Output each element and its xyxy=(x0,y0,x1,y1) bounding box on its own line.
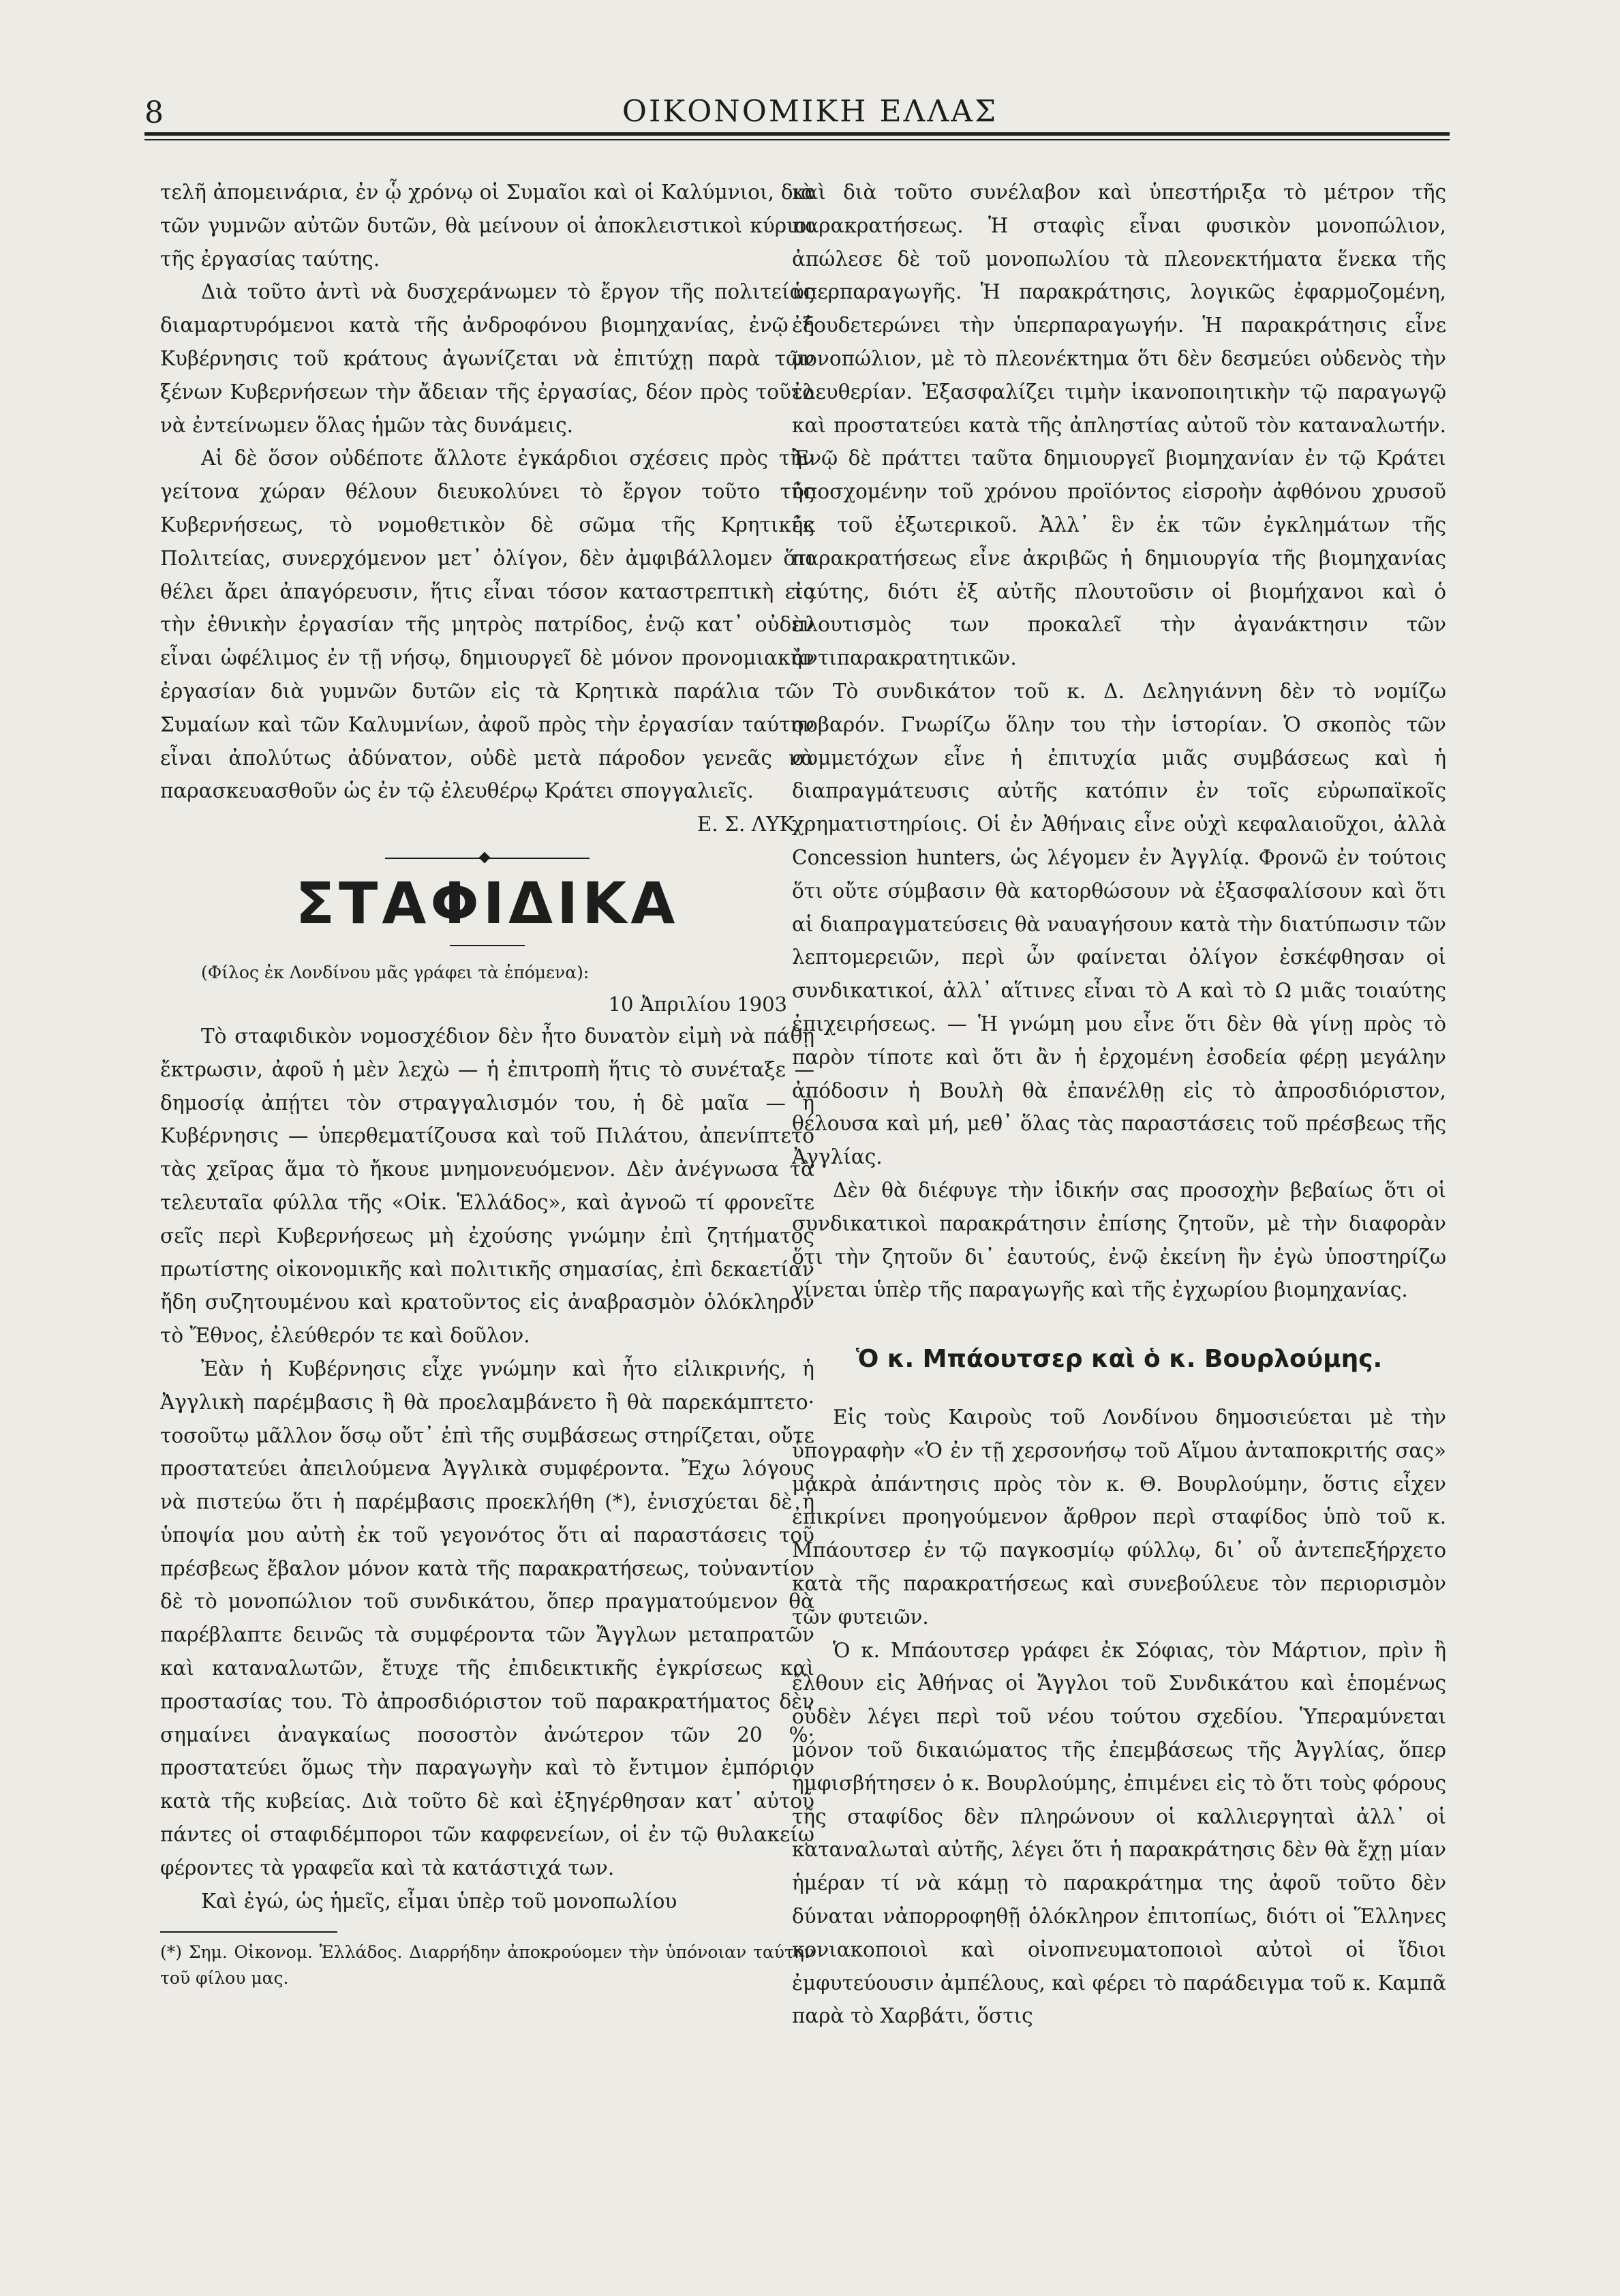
author-signature-text: Ε. Σ. ΛΥΚ. xyxy=(697,813,801,836)
paragraph: Ὁ κ. Μπάουτσερ γράφει ἐκ Σόφιας, τὸν Μάρτιον, πρὶν ἢ ἔλθουν εἰς Ἀθήνας οἱ Ἄγγλοι τοῦ Συνδικάτου καὶ ἑπομένως οὐδὲν λέγει περὶ τοῦ νέου τούτου σχεδίου. Ὑπεραμύνεται μόνον τοῦ δικαιώματος τῆς ἐπεμβάσεως τῆς Ἀγγλίας, ὅπερ ἠμφισβήτησεν ὁ κ. Βουρλούμης, ἐπιμένει εἰς τὸ ὅτι τοὺς φόρους τῆς σταφίδος δὲν πληρώνουν οἱ καλλιεργηταὶ ἀλλ᾽ οἱ καταναλωταὶ αὐτῆς, λέγει ὅτι ἡ παρακράτησις δὲν θὰ ἔχῃ μίαν ἡμέραν τί νὰ κάμῃ τὸ παρακράτημα της ἀφοῦ τοῦτο δὲν δύναται νἀπορροφηθῇ ὁλόκληρον ἐπιτοπίως, διότι οἱ Ἕλληνες κονιακοποιοὶ καὶ οἰνοπνευματοποιοὶ αὐτοὶ οἱ ἴδιοι ἐμφυτεύουσιν ἀμπέλους, καὶ φέρει τὸ παράδειγμα τοῦ κ. Καμπᾶ παρὰ τὸ Χαρβάτι, ὅστις xyxy=(792,1638,1446,2028)
page-header xyxy=(0,0,1620,143)
paragraph: Διὰ τοῦτο ἀντὶ νὰ δυσχεράνωμεν τὸ ἔργον τῆς πολιτείας διαμαρτυρόμενοι κατὰ τῆς ἀνδροφόνου βιομηχανίας, ἐνῷ ἡ Κυβέρνησις τοῦ κράτους ἀγωνίζεται νὰ ἐπιτύχῃ παρὰ τῶν ξένων Κυβερνήσεων τὴν ἄδειαν τῆς ἐργασίας, δέον πρὸς τοῦτο νὰ ἐντείνωμεν ὅλας ἡμῶν τὰς δυνάμεις. xyxy=(160,280,814,437)
paragraph: Αἱ δὲ ὅσον οὐδέποτε ἄλλοτε ἐγκάρδιοι σχέσεις πρὸς τὴν γείτονα χώραν θέλουν διευκολύνει τὸ ἔργον τοῦτο τῆς Κυβερνήσεως, τὸ νομοθετικὸν δὲ σῶμα τῆς Κρητικῆς Πολιτείας, συνερχόμενον μετ᾽ ὀλίγον, δὲν ἀμφιβάλλομεν ὅτι θέλει ἄρει ἀπαγόρευσιν, ἥτις εἶναι τόσον καταστρεπτικὴ εἰς τὴν ἐθνικὴν ἐργασίαν τῆς μητρὸς πατρίδος, ἐνῷ κατ᾽ οὐδὲν εἶναι ὠφέλιμος ἐν τῇ νήσῳ, δημιουργεῖ δὲ μόνον προνομιακὴν ἐργασίαν διὰ γυμνῶν δυτῶν εἰς τὰ Κρητικὰ παράλια τῶν Συμαίων καὶ τῶν Καλυμνίων, ἀφοῦ πρὸς τὴν ἐργασίαν ταύτην εἶναι ἀπολύτως ἀδύνατον, οὐδὲ μετὰ πάροδον γενεᾶς νὰ παρασκευασθοῦν ὡς ἐν τῷ ἐλευθέρῳ Κράτει σπογγαλιεῖς. xyxy=(160,447,814,803)
running-title: ΟΙΚΟΝΟΜΙΚΗ ΕΛΛΑΣ xyxy=(622,94,998,129)
page-number: 8 xyxy=(144,95,164,130)
paragraph: τελῆ ἀπομεινάρια, ἐν ᾧ χρόνῳ οἱ Συμαῖοι καὶ οἱ Καλύμνιοι, διὰ τῶν γυμνῶν αὐτῶν δυτῶν, θὰ μείνουν οἱ ἀποκλειστικοὶ κύριοι τῆς ἐργασίας ταύτης. xyxy=(160,181,814,271)
section-separator xyxy=(385,858,590,859)
header-rule-thick xyxy=(144,132,1450,136)
section-title: ΣΤΑΦΙΔΙΚΑ xyxy=(295,869,679,937)
author-signature xyxy=(160,808,814,841)
paragraph: Τὸ σταφιδικὸν νομοσχέδιον δὲν ἦτο δυνατὸν εἰμὴ νὰ πάθῃ ἔκτρωσιν, ἀφοῦ ἡ μὲν λεχὼ — ἡ ἐπιτροπὴ ἥτις τὸ συνέταξε — δημοσίᾳ ἀπῄτει τὸν στραγγαλισμόν του, ἡ δὲ μαῖα — ἡ Κυβέρνησις — ὑπερθεματίζουσα καὶ τοῦ Πιλάτου, ἀπενίπτετο τὰς χεῖρας ἅμα τὸ ἤκουε μνημονευόμενον. Δὲν ἀνέγνωσα τὰ τελευταῖα φύλλα τῆς «Οἰκ. Ἑλλάδος», καὶ ἀγνοῶ τί φρονεῖτε σεῖς περὶ Κυβερνήσεως μὴ ἐχούσης γνώμην ἐπὶ ζητήματος πρωτίστης οἰκονομικῆς καὶ πολιτικῆς σημασίας, ἐπὶ δεκαετίαν ἤδη συζητουμένου καὶ κρατοῦντος εἰς ἀναβρασμὸν ὁλόκληρον τὸ Ἔθνος, ἐλεύθερόν τε καὶ δοῦλον. xyxy=(160,1024,814,1348)
footnote-rule xyxy=(160,1931,337,1933)
paragraph: καὶ διὰ τοῦτο συνέλαβον καὶ ὑπεστήριξα τὸ μέτρον τῆς παρακρατήσεως. Ἡ σταφὶς εἶναι φυσικὸν μονοπώλιον, ἀπώλεσε δὲ τοῦ μονοπωλίου τὰ πλεονεκτήματα ἕνεκα τῆς ὑπερπαραγωγῆς. Ἡ παρακράτησις, λογικῶς ἐφαρμοζομένη, ἐξουδετερώνει τὴν ὑπερπαραγωγήν. Ἡ παρακράτησις εἶνε μονοπώλιον, μὲ τὸ πλεονέκτημα ὅτι δὲν δεσμεύει οὐδενὸς τὴν ἐλευθερίαν. Ἐξασφαλίζει τιμὴν ἱκανοποιητικὴν τῷ παραγωγῷ καὶ προστατεύει κατὰ τῆς ἀπληστίας αὐτοῦ τὸν καταναλωτήν. Ἐνῷ δὲ πράττει ταῦτα δημιουργεῖ βιομηχανίαν ἐν τῷ Κράτει ὑποσχομένην τοῦ χρόνου προϊόντος εἰσροὴν ἀφθόνου χρυσοῦ ἐκ τοῦ ἐξωτερικοῦ. Ἀλλ᾽ ἓν ἐκ τῶν ἐγκλημάτων τῆς παρακρατήσεως εἶνε ἀκριβῶς ἡ δημιουργία τῆς βιομηχανίας ταύτης, διότι ἐξ αὐτῆς πλουτοῦσιν οἱ βιομήχανοι καὶ ὁ πλουτισμὸς των προκαλεῖ τὴν ἀγανάκτησιν τῶν ἀντιπαρακρατητικῶν. xyxy=(792,181,1446,670)
paragraph: Τὸ συνδικάτον τοῦ κ. Δ. Δεληγιάννη δὲν τὸ νομίζω σοβαρόν. Γνωρίζω ὅλην του τὴν ἱστορίαν. Ὁ σκοπὸς τῶν συμμετόχων εἶνε ἡ ἐπιτυχία μιᾶς συμβάσεως καὶ ἡ διαπραγμάτευσις αὐτῆς κατόπιν ἐν τοῖς εὐρωπαϊκοῖς χρηματιστηρίοις. Οἱ ἐν Ἀθήναις εἶνε οὐχὶ κεφαλαιοῦχοι, ἀλλὰ Concession hunters, ὡς λέγομεν ἐν Ἀγγλίᾳ. Φρονῶ ἐν τούτοις ὅτι οὔτε σύμβασιν θὰ κατορθώσουν νὰ ἐξασφαλίσουν καὶ ὅτι αἱ διαπραγματεύσεις θὰ ναυαγήσουν κατὰ τὴν διατύπωσιν τῶν λεπτομερειῶν, περὶ ὧν φαίνεται ὀλίγον ἐσκέφθησαν οἱ συνδικατικοί, ἀλλ᾽ αἵτινες εἶναι τὸ Α καὶ τὸ Ω μιᾶς τοιαύτης ἐπιχειρήσεως. — Ἡ γνώμη μου εἶνε ὅτι δὲν θὰ γίνῃ πρὸς τὸ παρὸν τίποτε καὶ ὅτι ἂν ἡ ἐρχομένη ἐσοδεία φέρῃ μεγάλην ἀπόδοσιν ἡ Βουλὴ θὰ ἐπανέλθῃ εἰς τὸ ἀπροσδιόριστον, θέλουσα καὶ μή, μεθ᾽ ὅλας τὰς παραστάσεις τοῦ πρέσβεως τῆς Ἀγγλίας. xyxy=(792,679,1446,1169)
left-column xyxy=(160,176,814,2269)
paragraph: Εἰς τοὺς Καιροὺς τοῦ Λονδίνου δημοσιεύεται μὲ τὴν ὑπογραφὴν «Ὁ ἐν τῇ χερσονήσῳ τοῦ Αἵμου ἀνταποκριτής σας» μακρὰ ἀπάντησις πρὸς τὸν κ. Θ. Βουρλούμην, ὅστις εἶχεν ἐπικρίνει προηγούμενον ἄρθρον περὶ σταφίδος ὑπὸ τοῦ κ. Μπάουτσερ ἐν τῷ παγκοσμίῳ φύλλῳ, δι᾽ οὗ ἀντεπεξήρχετο κατὰ τῆς παρακρατήσεως καὶ συνεβούλευε τὸν περιορισμὸν τῶν φυτειῶν. xyxy=(792,1406,1446,1629)
title-underline xyxy=(450,945,525,946)
paragraph: Καὶ ἐγώ, ὡς ἡμεῖς, εἶμαι ὑπὲρ τοῦ μονοπωλίου xyxy=(201,1889,677,1913)
header-rule-thin xyxy=(144,139,1450,140)
dateline: 10 Ἀπριλίου 1903 xyxy=(608,992,787,1016)
separator-diamond xyxy=(479,851,491,863)
intro-note: (Φίλος ἐκ Λονδίνου μᾶς γράφει τὰ ἑπόμενα): xyxy=(201,962,590,982)
footnote: (*) Σημ. Οἰκονομ. Ἑλλάδος. Διαρρήδην ἀποκρούομεν τὴν ὑπόνοιαν ταύτην τοῦ φίλου μας. xyxy=(160,1942,814,1989)
paragraph: Ἐὰν ἡ Κυβέρνησις εἶχε γνώμην καὶ ἦτο εἰλικρινής, ἡ Ἀγγλικὴ παρέμβασις ἢ θὰ προελαμβάνετο ἢ θὰ παρεκάμπτετο· τοσοῦτῳ μᾶλλον ὅσῳ οὔτ᾽ ἐπὶ τῆς συμβάσεως στηρίζεται, οὔτε προστατεύει ἀπειλούμενα Ἀγγλικὰ συμφέροντα. Ἔχω λόγους νὰ πιστεύω ὅτι ἡ παρέμβασις προεκλήθη (*), ἐνισχύεται δὲ ἡ ὑποψία μου αὐτὴ ἐκ τοῦ γεγονότος ὅτι αἱ παραστάσεις τοῦ πρέσβεως ἔβαλον μόνον κατὰ τῆς παρακρατήσεως, τοὐναντίον δὲ τὸ μονοπώλιον τοῦ συνδικάτου, ὅπερ πραγματούμενον θὰ παρέβλαπτε δεινῶς τὰ συμφέροντα τῶν Ἄγγλων μεταπρατῶν καὶ καταναλωτῶν, ἔτυχε τῆς ἐπιδεικτικῆς ἐγκρίσεως καὶ προστασίας του. Τὸ ἀπροσδιόριστον τοῦ παρακρατήματος δὲν σημαίνει ἀναγκαίως ποσοστὸν ἀνώτερον τῶν 20 %· προστατεύει ὅμως τὴν παραγωγὴν καὶ τὸ ἔντιμον ἐμπόριον κατὰ τῆς κυβείας. Διὰ τοῦτο δὲ καὶ ἐξηγέρθησαν κατ᾽ αὐτοῦ πάντες οἱ σταφιδέμποροι τῶν καφφενείων, οἱ ἐν τῷ θυλακείῳ φέροντες τὰ γραφεῖα καὶ τὰ κατάστιχά των. xyxy=(160,1357,814,1879)
article-subheading: Ὁ κ. Μπάουτσερ καὶ ὁ κ. Βουρλούμης. xyxy=(855,1345,1383,1374)
paragraph: Δὲν θὰ διέφυγε τὴν ἰδικήν σας προσοχὴν βεβαίως ὅτι οἱ συνδικατικοὶ παρακράτησιν ἐπίσης ζητοῦν, μὲ τὴν διαφορὰν ὅτι τὴν ζητοῦν δι᾽ ἑαυτούς, ἐνῷ ἐκείνη ἣν ἐγὼ ὑποστηρίζω γίνεται ὑπὲρ τῆς παραγωγῆς καὶ τῆς ἐγχωρίου βιομηχανίας. xyxy=(792,1178,1446,1302)
right-column xyxy=(792,176,1446,2269)
